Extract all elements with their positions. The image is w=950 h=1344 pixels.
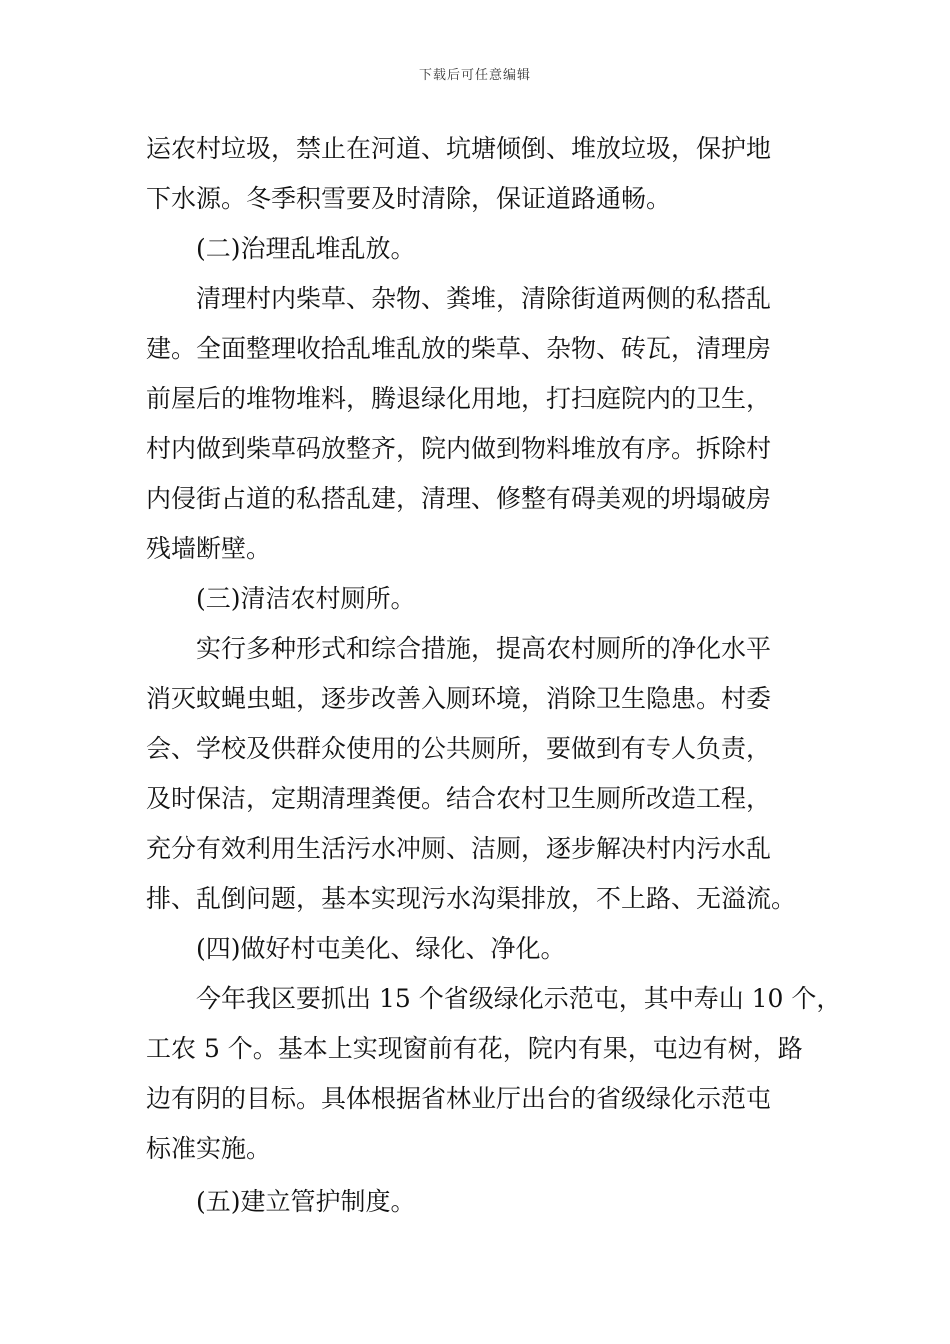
section-heading: (五)建立管护制度。: [196, 1187, 416, 1216]
text-line: 运农村垃圾，禁止在河道、坑塘倾倒、堆放垃圾，保护地: [146, 134, 772, 163]
paragraph-start: 清理村内柴草、杂物、粪堆，清除街道两侧的私搭乱: [196, 284, 772, 313]
paragraph-start: 今年我区要抓出 15 个省级绿化示范屯，其中寿山 10 个，: [196, 984, 842, 1013]
text-line: 会、学校及供群众使用的公共厕所，要做到有专人负责，: [146, 734, 772, 763]
section-heading: (三)清洁农村厕所。: [196, 584, 416, 613]
text-line: 残墙断壁。: [146, 534, 272, 563]
text-line: 排、乱倒问题，基本实现污水沟渠排放，不上路、无溢流。: [146, 884, 797, 913]
text-line: 村内做到柴草码放整齐，院内做到物料堆放有序。拆除村: [146, 434, 772, 463]
text-line: 充分有效利用生活污水冲厕、洁厕，逐步解决村内污水乱: [146, 834, 772, 863]
text-line: 前屋后的堆物堆料，腾退绿化用地，打扫庭院内的卫生，: [146, 384, 772, 413]
text-line: 标准实施。: [146, 1134, 272, 1163]
page-header: 下载后可任意编辑: [418, 68, 531, 83]
text-line: 及时保洁，定期清理粪便。结合农村卫生厕所改造工程，: [146, 784, 772, 813]
text-line: 工农 5 个。基本上实现窗前有花，院内有果，屯边有树，路: [146, 1034, 803, 1063]
section-heading: (二)治理乱堆乱放。: [196, 234, 416, 263]
text-line: 内侵街占道的私搭乱建，清理、修整有碍美观的坍塌破房: [146, 484, 772, 513]
paragraph-start: 实行多种形式和综合措施，提高农村厕所的净化水平: [196, 634, 772, 663]
text-line: 下水源。冬季积雪要及时清除，保证道路通畅。: [146, 184, 672, 213]
document-body: [146, 124, 842, 1227]
text-line: 边有阴的目标。具体根据省林业厅出台的省级绿化示范屯: [146, 1084, 772, 1113]
text-line: 消灭蚊蝇虫蛆，逐步改善入厕环境，消除卫生隐患。村委: [146, 684, 772, 713]
section-heading: (四)做好村屯美化、绿化、净化。: [196, 934, 566, 963]
text-line: 建。全面整理收拾乱堆乱放的柴草、杂物、砖瓦，清理房: [146, 334, 772, 363]
